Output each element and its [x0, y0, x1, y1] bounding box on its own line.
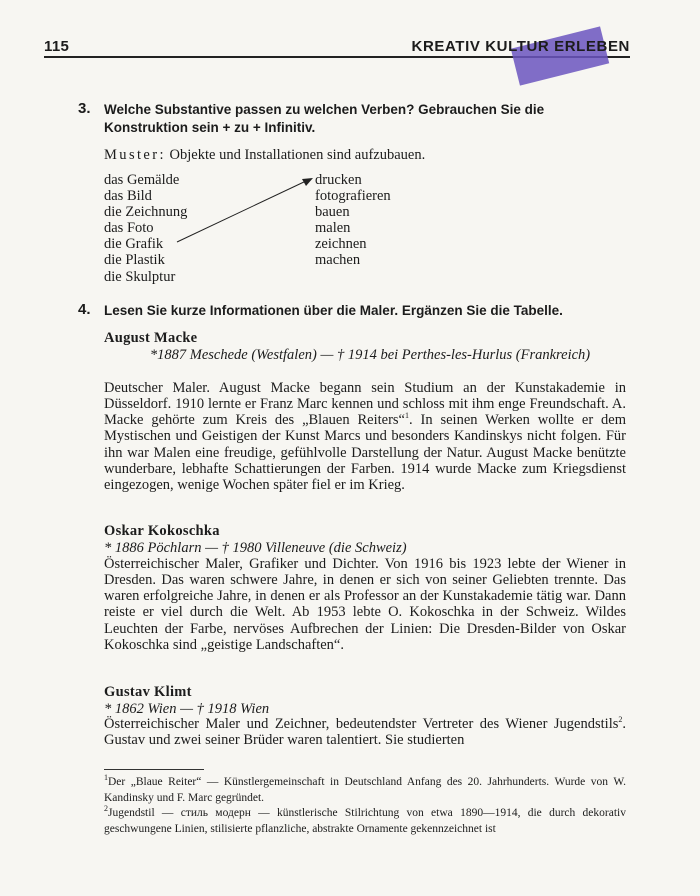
task-4-number: 4.: [78, 301, 91, 318]
task-3-instruction: Welche Substantive passen zu welchen Verben? Gebrauchen Sie die Konstruktion sein + zu + Infinitiv.: [104, 102, 545, 135]
footnote-ref: 2: [618, 715, 623, 725]
noun-item: die Grafik: [104, 236, 164, 253]
muster-label: Muster:: [104, 147, 166, 163]
life-dates: *1887 Meschede (Westfalen) — † 1914 bei Perthes-les-Hurlus (Frankreich): [149, 347, 591, 363]
noun-item: die Plastik: [104, 252, 165, 269]
noun-item: die Skulptur: [104, 268, 176, 285]
footnote-marker: 2: [104, 804, 108, 814]
verb-item: machen: [315, 252, 361, 269]
verb-item: drucken: [315, 172, 362, 188]
footnote-rule: [104, 769, 204, 770]
footnote-text: Jugendstil — стиль модерн — künstlerische Stilrichtung von etwa 1890—1914, die durch dekorativ geschwungene Linien, stilisierte pflanzliche, abstrakte Ornamente gekennzeichnet ist: [104, 807, 626, 835]
bio-text: Österreichischer Maler und Zeichner, bedeutendster Vertreter des Wiener Jugendstils: [104, 716, 619, 732]
task-4-heading: [78, 301, 630, 320]
verb-item: zeichnen: [315, 236, 367, 253]
bio-text-cont: . In seinen Werken wollte er dem Mystischen und Geistigen der Kunst Marcs und besonders Kandinskys nicht folgen. Für ihn war Malen eine freudige, gefühlvolle Darstellung der Natur. August Macke benützte wunderbare, lebhafte Schattierungen der Farben. 1914 wurde Macke zum Kriegsdienst eingezogen, wenige Wochen später fiel er im Krieg.: [104, 412, 626, 493]
footnote-marker: 1: [104, 773, 108, 783]
painter-klimt: [104, 683, 626, 718]
verb-item: bauen: [315, 204, 350, 221]
painter-bio: Österreichischer Maler, Grafiker und Dichter. Von 1916 bis 1923 lebte der Wiener in Dresden. Das waren schwere Jahre, in denen er sich von seiner Geliebten trennte. Das waren erfolgreiche Jahre, in denen er als Professor an der Kunstakademie tätig war. Dann reiste er viel durch die Welt. Ab 1953 lebte O. Kokoschka in der Schweiz. Wildes Leuchten der Farbe, nervöses Aufbrechen der Linien: Die Dresden-Bilder von Oskar Kokoschka sind „geistige Landschaften“.: [104, 556, 626, 653]
muster-text: Objekte und Installationen sind aufzubauen.: [169, 147, 426, 163]
bio-text: Deutscher Maler. August Macke begann sein Studium an der Kunstakademie in Düsseldorf. 1910 lernte er Franz Marc kennen und schloss mit ihm enge Freundschaft. A. Macke gehörte zum Kreis des „Blauen Reiters“: [104, 380, 626, 429]
task-3-number: 3.: [78, 100, 91, 117]
noun-item: das Bild: [104, 188, 152, 205]
noun-item: die Zeichnung: [104, 204, 188, 221]
painter-name: Oskar Kokoschka: [104, 523, 220, 539]
page-number: 115: [44, 38, 70, 55]
painter-kokoschka: [104, 522, 626, 557]
bio-text-cont: . Gustav und zwei seiner Brüder waren talentiert. Sie studierten: [104, 716, 626, 749]
footnote-ref: 1: [404, 411, 409, 421]
verb-item: malen: [315, 220, 351, 237]
life-dates: * 1862 Wien — † 1918 Wien: [104, 701, 270, 717]
painter-macke: [104, 329, 626, 364]
verb-item: fotografieren: [315, 188, 391, 205]
painter-name: Gustav Klimt: [104, 684, 192, 700]
footnote-1: [104, 775, 626, 806]
noun-item: das Gemälde: [104, 172, 180, 188]
painter-bio: [104, 716, 626, 748]
footnote-2: [104, 806, 626, 837]
painter-bio: [104, 380, 626, 493]
life-dates: * 1886 Pöchlarn — † 1980 Villeneuve (die Schweiz): [104, 540, 407, 556]
painter-name: August Macke: [104, 330, 198, 346]
footnote-text: Der „Blaue Reiter“ — Künstlergemeinschaft in Deutschland Anfang des 20. Jahrhunderts. Wurde von W. Kandinsky und F. Marc gegründet.: [104, 776, 626, 804]
running-header: KREATIV KULTUR ERLEBEN: [411, 38, 630, 55]
task-4-instruction: Lesen Sie kurze Informationen über die Maler. Ergänzen Sie die Tabelle.: [104, 303, 563, 318]
noun-item: das Foto: [104, 220, 154, 237]
